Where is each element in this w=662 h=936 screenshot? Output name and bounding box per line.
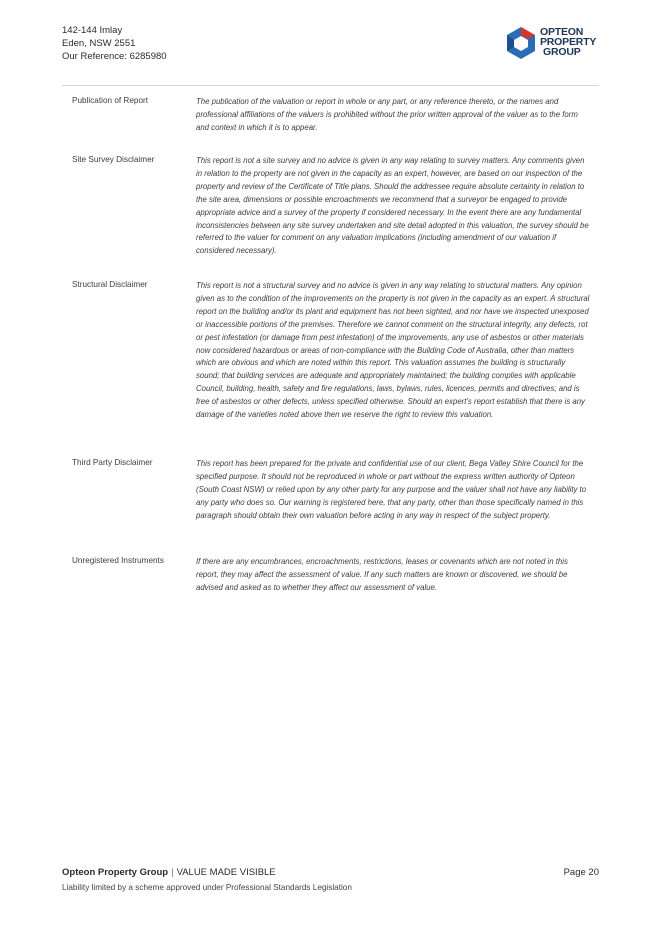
header-address — [62, 24, 167, 63]
address-line-1: 142-144 Imlay — [62, 25, 123, 36]
section-text: The publication of the valuation or report in whole or any part, or any reference thereto, or the names and professional affiliations of the valuers is prohibited without the prior written approval of the valuer as to the form and context in which it is to appear. — [196, 97, 578, 132]
section-label: Site Survey Disclaimer — [72, 155, 155, 164]
logo-line-2: PROPERTY — [540, 36, 597, 48]
opteon-hexagon-logo-icon — [504, 25, 538, 61]
footer-tagline: VALUE MADE VISIBLE — [176, 867, 276, 878]
section-text: This report is not a site survey and no advice is given in any way relating to survey matters. Any comments given in relation to the property are not given in the capacity as an expert, however, are based on our inspection of the property and review of the Certificate of Title plans. Should the addressee require absolute certainty in relation to the site area, dimensions or possible encroachments we recommend that a surveyor be engaged to provide appropriate advice and a survey of the property if considered necessary. In the event there are any fundamental inconsistencies between any site survey undertaken and site detail adopted in this valuation, the survey should be referred to the valuer for comment on any valuation implications (including amendment of our valuation if considered necessary). — [196, 156, 589, 256]
section-label: Publication of Report — [72, 96, 149, 105]
section-label: Structural Disclaimer — [72, 280, 148, 289]
section-label: Unregistered Instruments — [72, 556, 164, 565]
logo-line-1: OPTEON — [540, 26, 584, 38]
footer-liability: Liability limited by a scheme approved under Professional Standards Legislation — [62, 883, 352, 892]
address-line-2: Eden, NSW 2551 — [62, 38, 136, 49]
logo-line-3: GROUP — [543, 46, 581, 58]
section-text: If there are any encumbrances, encroachments, restrictions, leases or covenants which are not noted in this report, they may affect the assessment of value. If any such matters are known or discovered, we should be advised and asked as to whether they affect our assessment of value. — [196, 557, 568, 592]
section-text: This report is not a structural survey and no advice is given in any way relating to structural matters. Any opinion given as to the condition of the improvements on the property is not given in the capacity as an expert. A structural report on the building and/or its plant and equipment has not been sighted, and nor have we inspected unexposed or inaccessible portions of the premises. Therefore we cannot comment on the structural integrity, any defects, rot or pest infestation (or damage from pest infestation) of the improvements, any use of asbestos or other materials now considered hazardous or areas of non-compliance with the Building Code of Australia, other than matters which are obvious and which are noted within this report. This valuation assumes the building is structurally sound; that building services are adequate and appropriately maintained; the building complies with applicable Council, building, health, safety and fire regulations, laws, bylaws, rules, licences, permits and directives; and is free of asbestos or other defects, unless specified otherwise. Should an expert's report establish that there is any damage of the varieties noted above then we reserve the right to review this valuation. — [196, 281, 590, 420]
footer-separator: | — [171, 867, 174, 878]
section-text: This report has been prepared for the private and confidential use of our client, Bega Valley Shire Council for the specified purpose. It should not be reproduced in whole or part without the express written authority of Opteon (South Coast NSW) or relied upon by any other party for any purpose and the valuer shall not have any liability to any party who does so. Our warning is registered here, that any party, other than those specifically named in this paragraph should obtain their own valuation before acting in any way in respect of the subject property. — [196, 459, 587, 520]
page-number: Page 20 — [563, 867, 599, 878]
footer-brand — [62, 867, 276, 878]
logo-wordmark — [540, 27, 596, 57]
header-divider — [62, 85, 599, 86]
our-reference: Our Reference: 6285980 — [62, 51, 167, 62]
section-label: Third Party Disclaimer — [72, 458, 153, 467]
footer-company: Opteon Property Group — [62, 867, 169, 878]
opteon-logo — [504, 25, 602, 61]
